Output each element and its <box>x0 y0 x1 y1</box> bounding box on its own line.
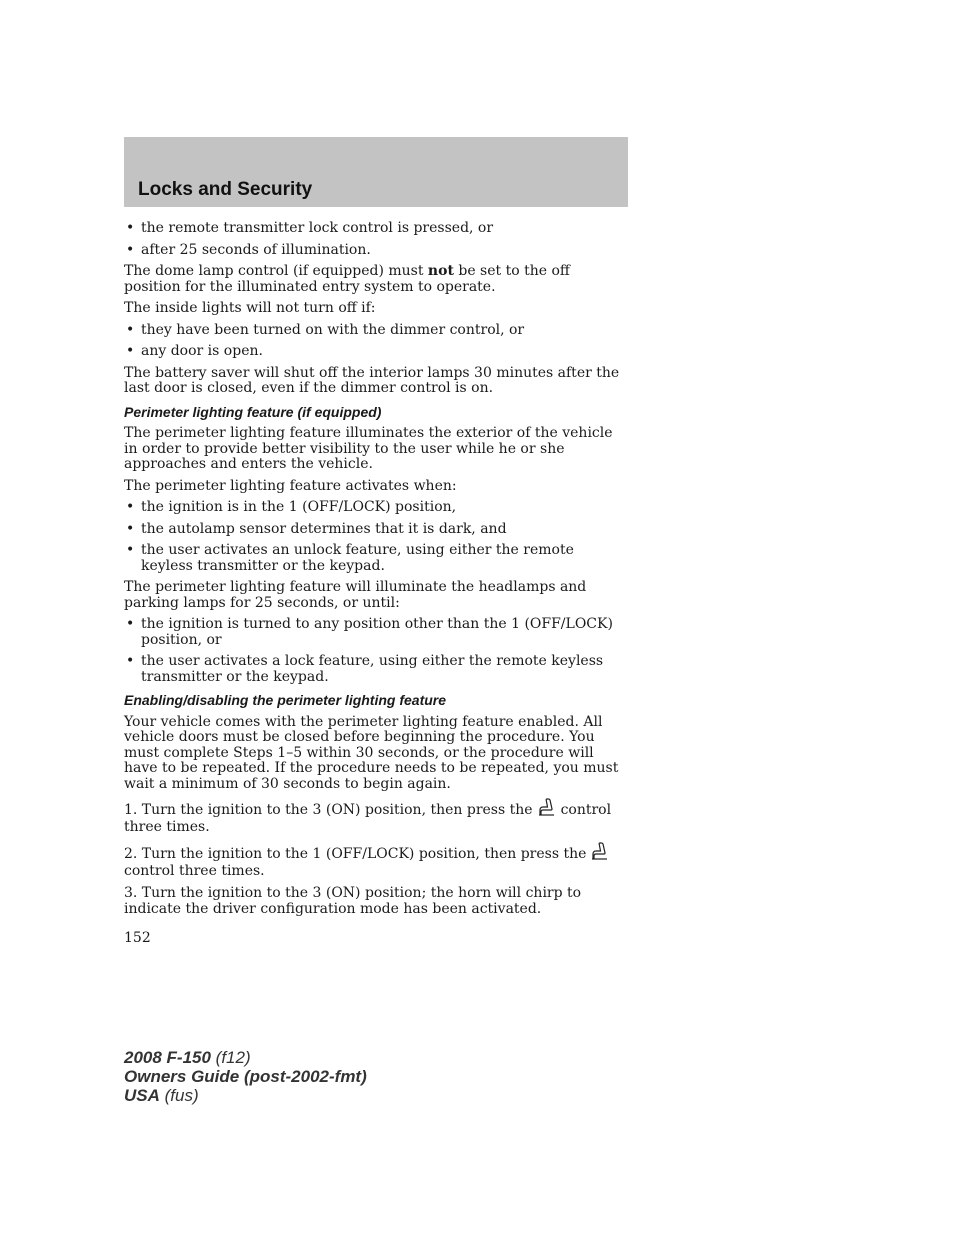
list-item: • after 25 seconds of illumination. <box>126 241 371 258</box>
footer-line-market: USA (fus) <box>124 1086 199 1105</box>
dome-lamp-paragraph: The dome lamp control (if equipped) must not be set to the off position for the illuminated entry system to operate. <box>124 263 570 295</box>
list-item: • the user activates a lock feature, using either the remote keyless transmitter or the keypad. <box>126 653 604 685</box>
footer-line-model: 2008 F-150 (f12) <box>124 1048 251 1067</box>
section-title: Locks and Security <box>138 179 313 200</box>
emphasis-not: not <box>427 263 454 279</box>
bullet-icon: • <box>126 499 135 515</box>
step-1: 1. Turn the ignition to the 3 (ON) position, then press the control three times. <box>124 798 628 836</box>
section-header-band <box>124 137 628 207</box>
document-footer <box>124 1048 367 1105</box>
bullet-icon: • <box>126 220 135 236</box>
bullet-icon: • <box>126 241 135 258</box>
battery-saver-paragraph: The battery saver will shut off the interior lamps 30 minutes after the last door is closed, even if the dimmer control is on. <box>124 364 620 396</box>
list-item: • they have been turned on with the dimmer control, or <box>126 321 525 338</box>
perimeter-illuminate-paragraph: The perimeter lighting feature will illuminate the headlamps and parking lamps for 25 seconds, or until: <box>124 579 587 611</box>
step-2: 2. Turn the ignition to the 1 (OFF/LOCK) position, then press thecontrol three times. <box>124 842 628 880</box>
step-3: 3. Turn the ignition to the 3 (ON) position; the horn will chirp to indicate the driver configuration mode has been activated. <box>124 885 582 917</box>
bullet-icon: • <box>126 542 135 558</box>
footer-line-guide: Owners Guide (post-2002-fmt) <box>124 1067 367 1086</box>
list-item: • the autolamp sensor determines that it is dark, and <box>126 520 507 537</box>
list-item: • any door is open. <box>126 343 263 359</box>
list-item: • the ignition is turned to any position other than the 1 (OFF/LOCK) position, or <box>126 616 613 648</box>
list-item: • the remote transmitter lock control is pressed, or <box>126 220 494 236</box>
bullet-icon: • <box>126 653 135 669</box>
bullet-icon: • <box>126 321 135 338</box>
page-content <box>124 221 628 947</box>
list-item: • the ignition is in the 1 (OFF/LOCK) position, <box>126 499 457 515</box>
perimeter-activates-intro: The perimeter lighting feature activates when: <box>124 477 457 494</box>
bullet-icon: • <box>126 616 135 632</box>
page-number: 152 <box>124 930 151 946</box>
bullet-icon: • <box>126 343 135 359</box>
memory-seat-icon <box>537 798 557 816</box>
enable-description: Your vehicle comes with the perimeter lighting feature enabled. All vehicle doors must be closed before beginning the procedure. You must complete Steps 1–5 within 30 seconds, or the procedure will have to be repeated. If the procedure needs to be repeated, you must wait a minimum of 30 seconds to begin again. <box>124 713 619 792</box>
list-item: • the user activates an unlock feature, using either the remote keyless transmitter or the keypad. <box>126 542 574 574</box>
perimeter-description: The perimeter lighting feature illuminates the exterior of the vehicle in order to provide better visibility to the user while he or she approaches and enters the vehicle. <box>124 425 613 472</box>
perimeter-heading: Perimeter lighting feature (if equipped) <box>124 403 382 420</box>
bullet-icon: • <box>126 520 135 537</box>
memory-seat-icon <box>590 842 610 860</box>
enable-heading: Enabling/disabling the perimeter lighting feature <box>124 692 447 708</box>
inside-lights-intro: The inside lights will not turn off if: <box>124 300 376 316</box>
